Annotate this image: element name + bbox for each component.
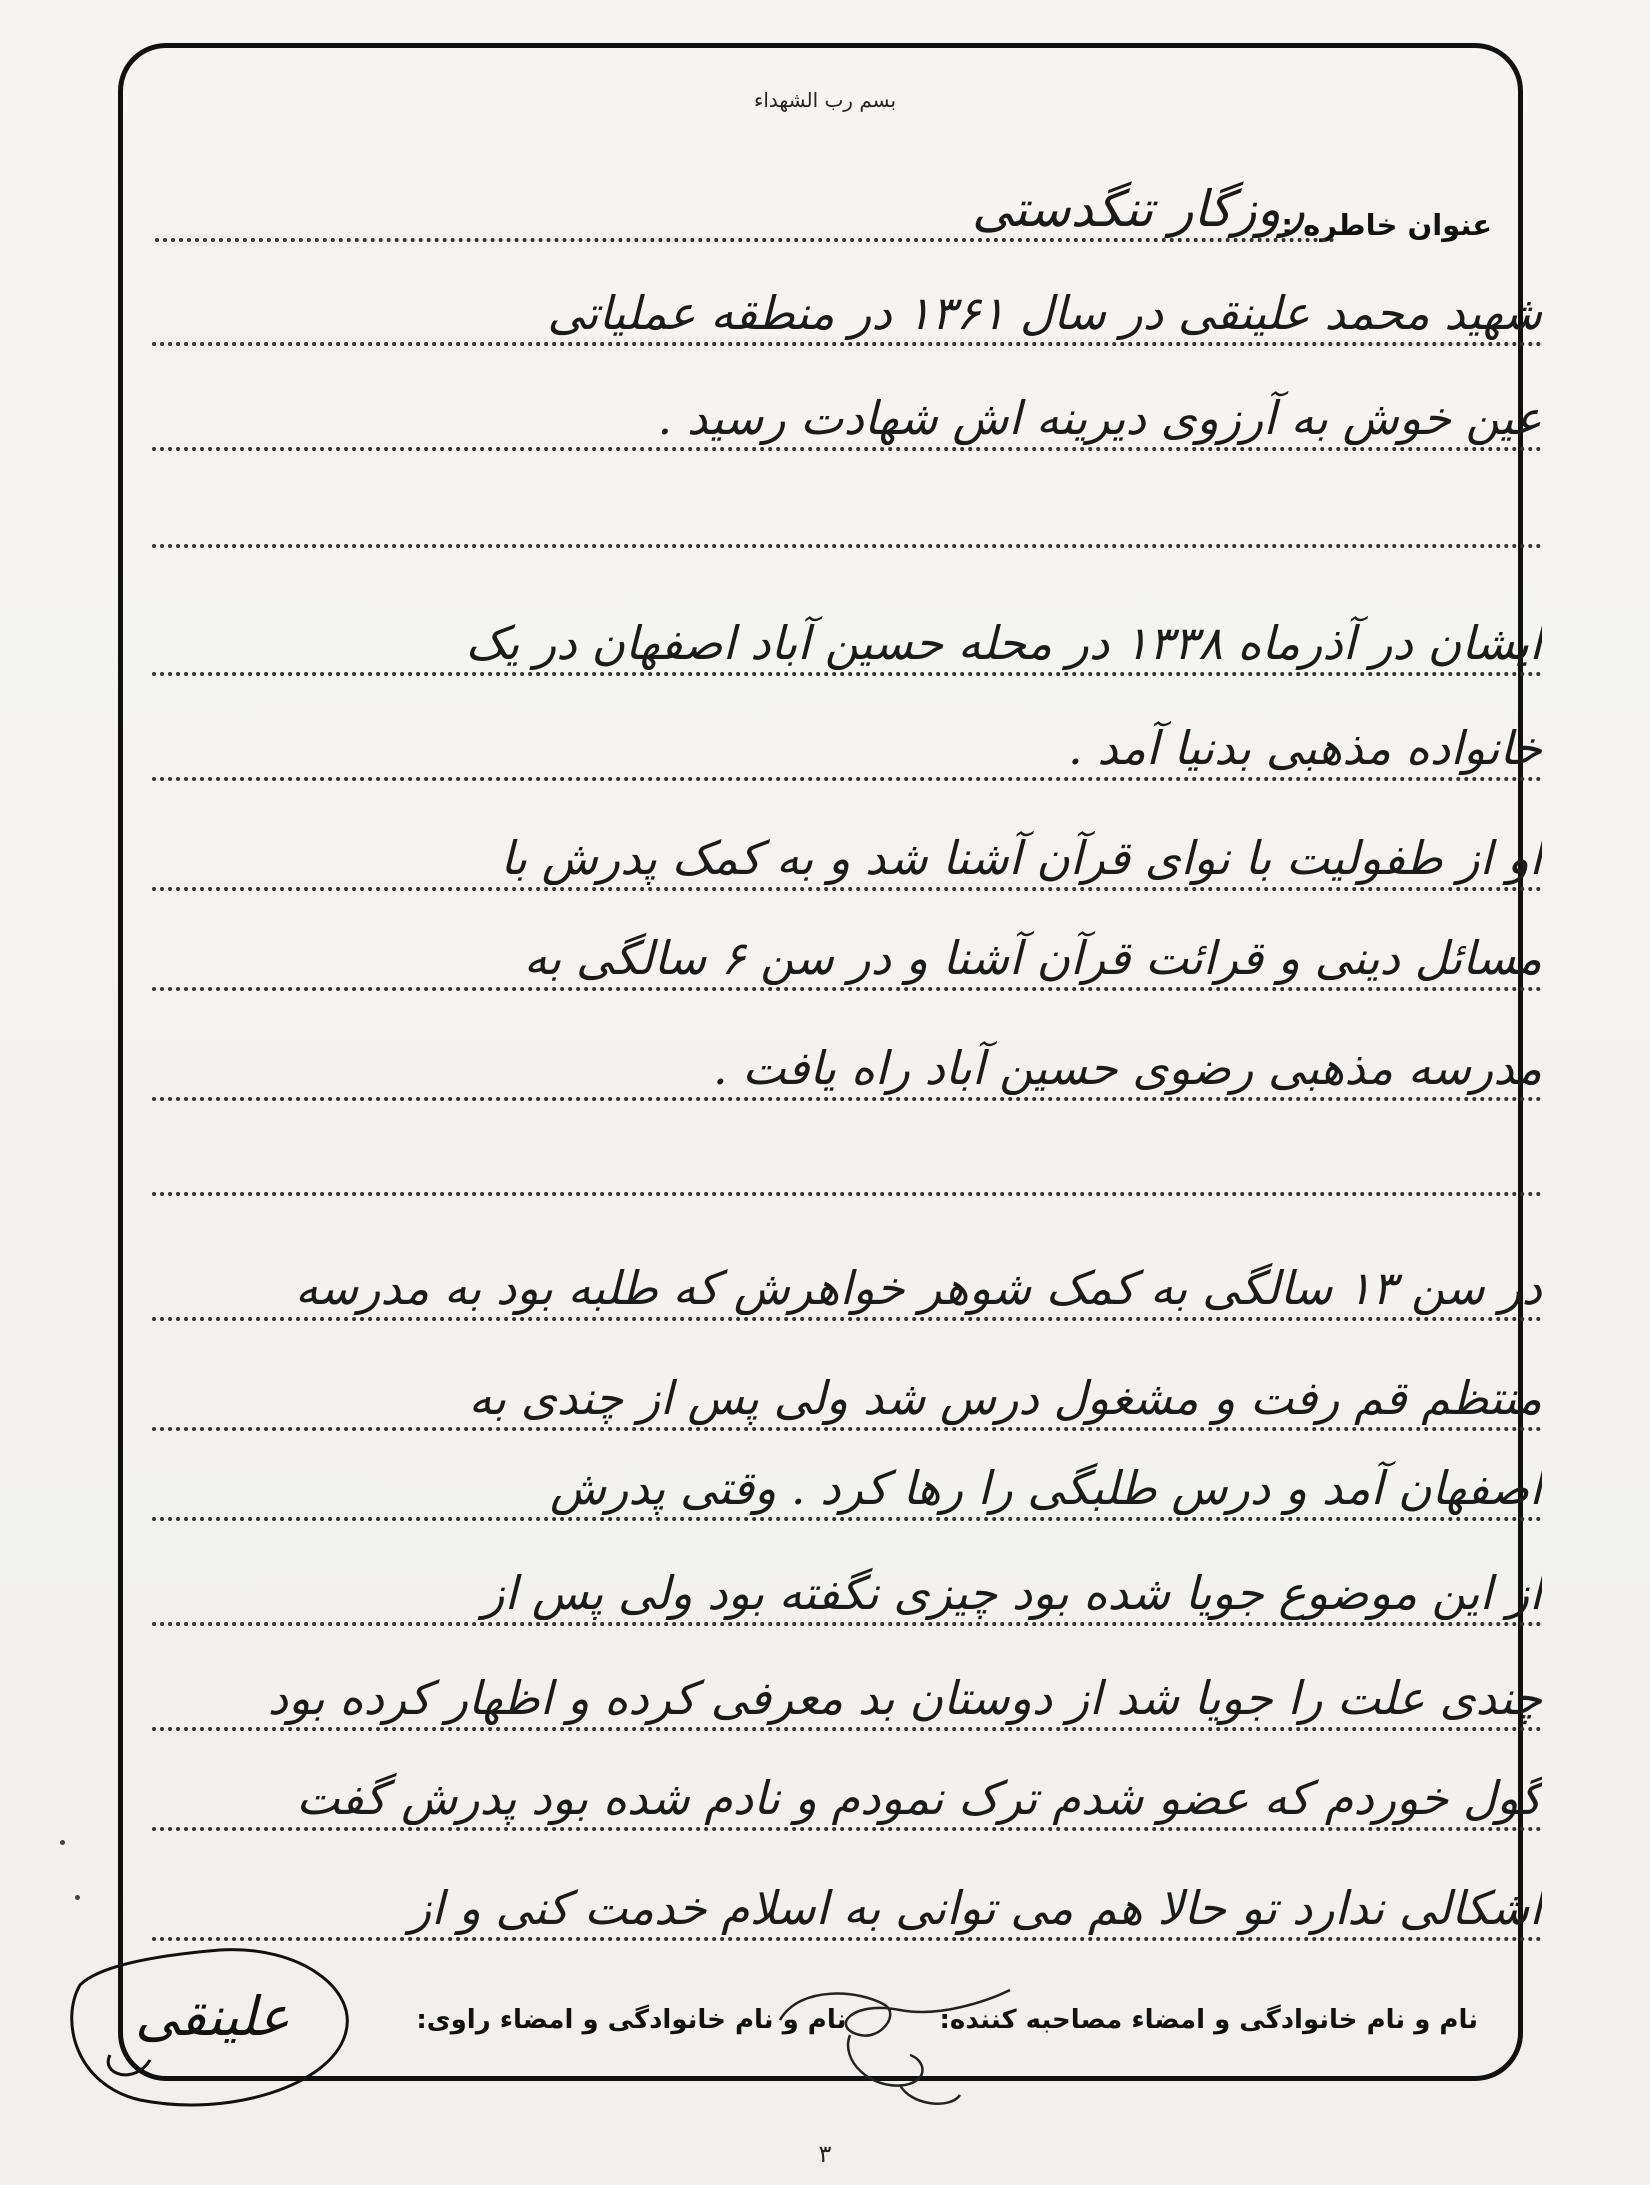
interviewer-signature-label: نام و نام خانوادگی و امضاء مصاحبه کننده: [939, 2005, 1478, 2035]
margin-dot [75, 1895, 80, 1900]
body-line-text: چندی علت را جویا شد از دوستان بد معرفی کرده و اظهار کرده بود [267, 1671, 1542, 1725]
body-line-text: عین خوش به آرزوی دیرینه اش شهادت رسید . [657, 391, 1542, 445]
memory-title-handwritten: روزگار تنگدستی [971, 180, 1305, 238]
body-line-text: گول خوردم که عضو شدم ترک نمودم و نادم شده بود پدرش گفت [296, 1771, 1542, 1825]
body-line-text: اصفهان آمد و درس طلبگی را رها کرد . وقتی پدرش [549, 1461, 1542, 1515]
page-header-invocation: بسم رب الشهداء [753, 88, 897, 112]
memory-title-label: عنوان خاطره : [1281, 208, 1492, 242]
narrator-signature-label: نام و نام خانوادگی و امضاء راوی: [416, 2005, 847, 2035]
margin-dot [60, 1840, 65, 1845]
page-number: ۳ [818, 2140, 832, 2168]
narrator-signature-text: علینقی [134, 1985, 290, 2048]
body-line-text: در سن ۱۳ سالگی به کمک شوهر خواهرش که طلبه بود به مدرسه [295, 1261, 1542, 1315]
body-line-text: از این موضوع جویا شده بود چیزی نگفته بود ولی پس از [482, 1566, 1542, 1620]
body-line-text: مدرسه مذهبی رضوی حسین آباد راه یافت . [712, 1041, 1542, 1095]
body-line-text: مسائل دینی و قرائت قرآن آشنا و در سن ۶ سالگی به [523, 931, 1542, 985]
body-line-text: خانواده مذهبی بدنیا آمد . [1068, 721, 1542, 775]
body-line-text: ایشان در آذرماه ۱۳۳۸ در محله حسین آباد اصفهان در یک [465, 616, 1542, 670]
interviewer-signature-icon [780, 1990, 1010, 2104]
body-line-text: او از طفولیت با نوای قرآن آشنا شد و به کمک پدرش با [500, 831, 1542, 885]
body-line-text: اشکالی ندارد تو حالا هم می توانی به اسلام خدمت کنی و از [408, 1881, 1542, 1935]
body-line-text: شهید محمد علینقی در سال ۱۳۶۱ در منطقه عملیاتی [547, 286, 1542, 340]
body-line-text: منتظم قم رفت و مشغول درس شد ولی پس از چندی به [468, 1371, 1542, 1425]
